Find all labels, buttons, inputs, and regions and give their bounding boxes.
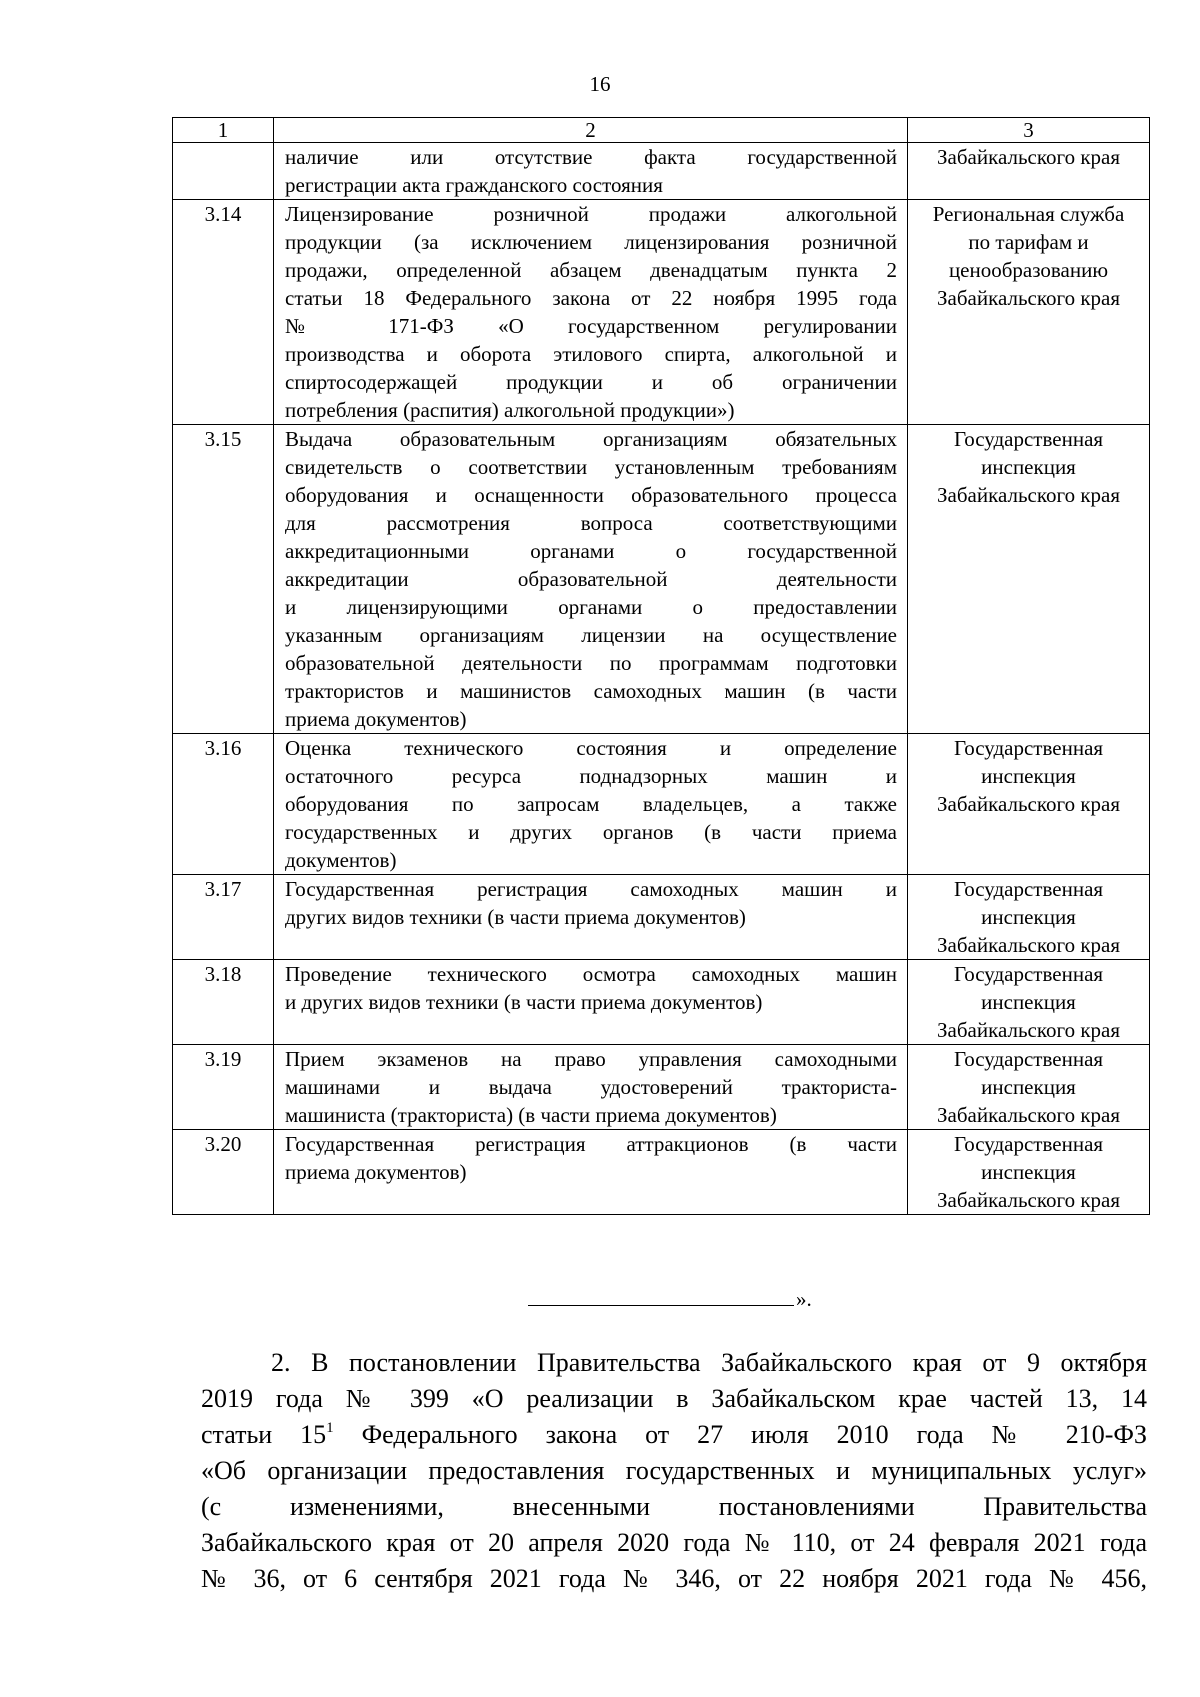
responsible-authority [908, 200, 1150, 425]
responsible-authority [908, 734, 1150, 875]
body-paragraph [201, 1345, 1147, 1597]
description-line: указанным организациям лицензии на осуществление [285, 623, 897, 647]
paragraph-line: «Об организации предоставления государственных и муниципальных услуг» [201, 1456, 1147, 1485]
authority-line: Региональная служба [932, 202, 1125, 226]
authority-line: Забайкальского края [936, 792, 1120, 816]
closing-line [528, 1283, 812, 1312]
authority-line: Государственная [953, 962, 1104, 986]
paragraph-line: (с изменениями, внесенными постановлениями Правительства [201, 1492, 1147, 1521]
description-line: статьи 18 Федерального закона от 22 ноября 1995 года [285, 286, 897, 310]
description-line: документов) [285, 848, 397, 872]
description-line: производства и оборота этилового спирта, алкогольной и [285, 342, 897, 366]
authority-line: инспекция [981, 1075, 1076, 1099]
responsible-authority [908, 875, 1150, 960]
description-line: Проведение технического осмотра самоходных машин [285, 962, 897, 986]
table-row [173, 1045, 1150, 1130]
description-line: Лицензирование розничной продажи алкогольной [285, 202, 897, 226]
authority-line: инспекция [981, 764, 1076, 788]
description-line: регистрации акта гражданского состояния [285, 173, 663, 197]
services-table [172, 117, 1150, 1215]
service-description [274, 1045, 908, 1130]
description-line: Государственная регистрация самоходных машин и [285, 877, 897, 901]
table-row [173, 425, 1150, 734]
authority-line: Забайкальского края [936, 1103, 1120, 1127]
column-header-2: 2 [274, 118, 908, 143]
description-line: аккредитационными органами о государственной [285, 539, 897, 563]
table-row [173, 1130, 1150, 1215]
article-ref: статьи 15 [201, 1420, 327, 1449]
description-line: Выдача образовательным организациям обязательных [285, 427, 897, 451]
authority-line: инспекция [981, 1160, 1076, 1184]
authority-line: инспекция [981, 905, 1076, 929]
page-number: 16 [589, 72, 611, 96]
authority-line: Забайкальского края [936, 286, 1120, 310]
row-number: 3.17 [173, 875, 274, 960]
authority-line: по тарифам и [968, 230, 1089, 254]
superscript: 1 [326, 1420, 334, 1436]
authority-line: Государственная [953, 427, 1104, 451]
description-line: спиртосодержащей продукции и об ограничении [285, 370, 897, 394]
authority-line: Забайкальского края [936, 483, 1120, 507]
authority-line: ценообразованию [948, 258, 1109, 282]
responsible-authority [908, 960, 1150, 1045]
description-line: Прием экзаменов на право управления самоходными [285, 1047, 897, 1071]
row-number: 3.20 [173, 1130, 274, 1215]
authority-line: Государственная [953, 1132, 1104, 1156]
description-line: машиниста (тракториста) (в части приема документов) [285, 1103, 777, 1127]
responsible-authority [908, 1130, 1150, 1215]
description-line: оборудования по запросам владельцев, а также [285, 792, 897, 816]
row-number: 3.19 [173, 1045, 274, 1130]
description-line: продажи, определенной абзацем двенадцатым пункта 2 [285, 258, 897, 282]
responsible-authority [908, 1045, 1150, 1130]
description-line: и лицензирующими органами о предоставлении [285, 595, 897, 619]
description-line: приема документов) [285, 1160, 467, 1184]
row-number: 3.18 [173, 960, 274, 1045]
table-row [173, 734, 1150, 875]
table-row [173, 200, 1150, 425]
description-line: № 171-ФЗ «О государственном регулировании [285, 314, 897, 338]
service-description [274, 143, 908, 200]
signature-rule [528, 1283, 794, 1306]
paragraph-line [201, 1417, 1147, 1453]
paragraph-line: № 36, от 6 сентября 2021 года № 346, от 22 ноября 2021 года № 456, [201, 1564, 1147, 1593]
description-line: машинами и выдача удостоверений тракториста- [285, 1075, 897, 1099]
description-line: Оценка технического состояния и определение [285, 736, 897, 760]
description-line: других видов техники (в части приема документов) [285, 905, 746, 929]
paragraph-line: 2. В постановлении Правительства Забайкальского края от 9 октября [271, 1348, 1147, 1377]
row-number [173, 143, 274, 200]
description-line: оборудования и оснащенности образовательного процесса [285, 483, 897, 507]
row-number: 3.15 [173, 425, 274, 734]
service-description [274, 960, 908, 1045]
closing-quote: ». [796, 1287, 812, 1311]
description-line: потребления (распития) алкогольной продукции») [285, 398, 735, 422]
table-row [173, 875, 1150, 960]
description-line: государственных и других органов (в части приема [285, 820, 897, 844]
table-row [173, 960, 1150, 1045]
authority-line: Государственная [953, 736, 1104, 760]
service-description [274, 425, 908, 734]
paragraph-line: 2019 года № 399 «О реализации в Забайкальском крае частей 13, 14 [201, 1384, 1147, 1413]
description-line: остаточного ресурса поднадзорных машин и [285, 764, 897, 788]
authority-line: Забайкальского края [936, 933, 1120, 957]
description-line: аккредитации образовательной деятельности [285, 567, 897, 591]
description-line: наличие или отсутствие факта государственной [285, 145, 897, 169]
description-line: образовательной деятельности по программам подготовки [285, 651, 897, 675]
description-line: для рассмотрения вопроса соответствующими [285, 511, 897, 535]
table-header-row [173, 118, 1150, 143]
description-line: трактористов и машинистов самоходных машин (в части [285, 679, 897, 703]
authority-line: Забайкальского края [936, 1018, 1120, 1042]
row-number: 3.14 [173, 200, 274, 425]
service-description [274, 1130, 908, 1215]
description-line: и других видов техники (в части приема документов) [285, 990, 763, 1014]
column-header-1: 1 [173, 118, 274, 143]
responsible-authority [908, 425, 1150, 734]
description-line: приема документов) [285, 707, 467, 731]
service-description [274, 875, 908, 960]
article-ref-rest: Федерального закона от 27 июля 2010 года № 210-ФЗ [333, 1420, 1147, 1449]
row-number: 3.16 [173, 734, 274, 875]
responsible-authority [908, 143, 1150, 200]
authority-line: Государственная [953, 877, 1104, 901]
authority-line: Государственная [953, 1047, 1104, 1071]
column-header-3: 3 [908, 118, 1150, 143]
service-description [274, 734, 908, 875]
authority-line: Забайкальского края [936, 145, 1120, 169]
authority-line: инспекция [981, 455, 1076, 479]
paragraph-line: Забайкальского края от 20 апреля 2020 года № 110, от 24 февраля 2021 года [201, 1528, 1147, 1557]
authority-line: Забайкальского края [936, 1188, 1120, 1212]
description-line: Государственная регистрация аттракционов (в части [285, 1132, 897, 1156]
authority-line: инспекция [981, 990, 1076, 1014]
table-row [173, 143, 1150, 200]
description-line: свидетельств о соответствии установленным требованиям [285, 455, 897, 479]
description-line: продукции (за исключением лицензирования розничной [285, 230, 897, 254]
service-description [274, 200, 908, 425]
